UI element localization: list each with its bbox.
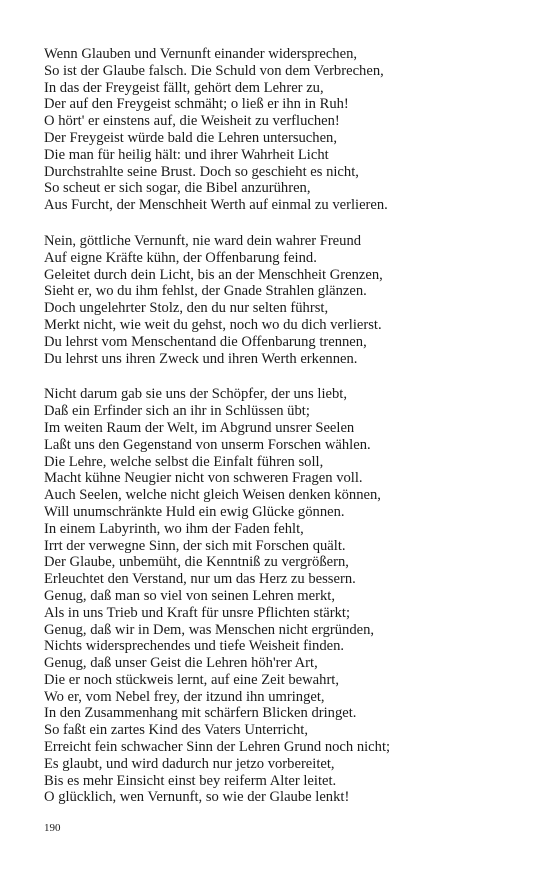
poem-body [44, 46, 524, 825]
verse-line: Der Freygeist würde bald die Lehren untersuchen, [44, 129, 337, 146]
verse-line: Wenn Glauben und Vernunft einander widersprechen, [44, 46, 358, 62]
verse-line: Irrt der verwegne Sinn, der sich mit Forschen quält. [44, 537, 346, 554]
verse-line: Wo er, vom Nebel frey, der itzund ihn umringet, [44, 688, 325, 705]
verse-line: Als in uns Trieb und Kraft für unsre Pflichten stärkt; [44, 604, 351, 621]
stanza-3 [44, 386, 524, 806]
verse-line: Der auf den Freygeist schmäht; o ließ er ihn in Ruh! [44, 96, 349, 113]
verse-line: Geleitet durch dein Licht, bis an der Menschheit Grenzen, [44, 266, 383, 283]
verse-line: In den Zusammenhang mit schärfern Blicken dringet. [44, 705, 357, 722]
verse-line: Der Glaube, unbemüht, die Kenntniß zu vergrößern, [44, 554, 349, 571]
verse-line: Merkt nicht, wie weit du gehst, noch wo du dich verlierst. [44, 316, 382, 333]
verse-line: Sieht er, wo du ihm fehlst, der Gnade Strahlen glänzen. [44, 283, 367, 300]
verse-line: Auch Seelen, welche nicht gleich Weisen denken können, [44, 487, 381, 504]
verse-line: In das der Freygeist fällt, gehört dem Lehrer zu, [44, 79, 324, 96]
verse-line: Doch ungelehrter Stolz, den du nur selten führst, [44, 300, 329, 317]
verse-line: Will unumschränkte Huld ein ewig Glücke gönnen. [44, 503, 345, 520]
verse-line: Die Lehre, welche selbst die Einfalt führen soll, [44, 453, 324, 470]
verse-line: Macht kühne Neugier nicht von schweren Fragen voll. [44, 470, 363, 487]
verse-line: Im weiten Raum der Welt, im Abgrund unsrer Seelen [44, 419, 355, 436]
verse-line: In einem Labyrinth, wo ihm der Faden fehlt, [44, 520, 304, 537]
verse-line: So faßt ein zartes Kind des Vaters Unterricht, [44, 722, 308, 739]
verse-line: O hört' er einstens auf, die Weisheit zu verfluchen! [44, 113, 340, 130]
verse-line: Du lehrst vom Menschentand die Offenbarung trennen, [44, 333, 367, 350]
verse-line: Genug, daß unser Geist die Lehren höh'rer Art, [44, 655, 318, 672]
verse-line: So scheut er sich sogar, die Bibel anzurühren, [44, 180, 311, 197]
verse-line: Erreicht fein schwacher Sinn der Lehren Grund noch nicht; [44, 739, 391, 756]
verse-line: Genug, daß man so viel von seinen Lehren merkt, [44, 587, 335, 604]
verse-line: Du lehrst uns ihren Zweck und ihren Werth erkennen. [44, 350, 358, 367]
verse-line: Genug, daß wir in Dem, was Menschen nicht ergründen, [44, 621, 375, 638]
stanza-2 [44, 233, 524, 367]
verse-line: Erleuchtet den Verstand, nur um das Herz zu bessern. [44, 571, 356, 588]
verse-line: O glücklich, wen Vernunft, so wie der Glaube lenkt! [44, 789, 350, 806]
verse-line: Nein, göttliche Vernunft, nie ward dein wahrer Freund [44, 232, 362, 249]
verse-line: Bis es mehr Einsicht einst bey reiferm Alter leitet. [44, 772, 337, 789]
verse-line: Nicht darum gab sie uns der Schöpfer, der uns liebt, [44, 386, 347, 403]
verse-line: Es glaubt, und wird dadurch nur jetzo vorbereitet, [44, 755, 335, 772]
verse-line: Nichts widersprechendes und tiefe Weisheit finden. [44, 638, 345, 655]
stanza-1 [44, 46, 524, 214]
verse-line: Aus Furcht, der Menschheit Werth auf einmal zu verlieren. [44, 197, 388, 214]
page-number: 190 [44, 822, 61, 834]
verse-line: Auf eigne Kräfte kühn, der Offenbarung feind. [44, 249, 317, 266]
verse-line: Durchstrahlte seine Brust. Doch so geschieht es nicht, [44, 163, 359, 180]
verse-line: Die man für heilig hält: und ihrer Wahrheit Licht [44, 146, 329, 163]
verse-line: So ist der Glaube falsch. Die Schuld von dem Verbrechen, [44, 62, 384, 79]
verse-line: Die er noch stückweis lernt, auf eine Zeit bewahrt, [44, 671, 340, 688]
verse-line: Laßt uns den Gegenstand von unserm Forschen wählen. [44, 436, 371, 453]
verse-line: Daß ein Erfinder sich an ihr in Schlüssen übt; [44, 403, 310, 420]
